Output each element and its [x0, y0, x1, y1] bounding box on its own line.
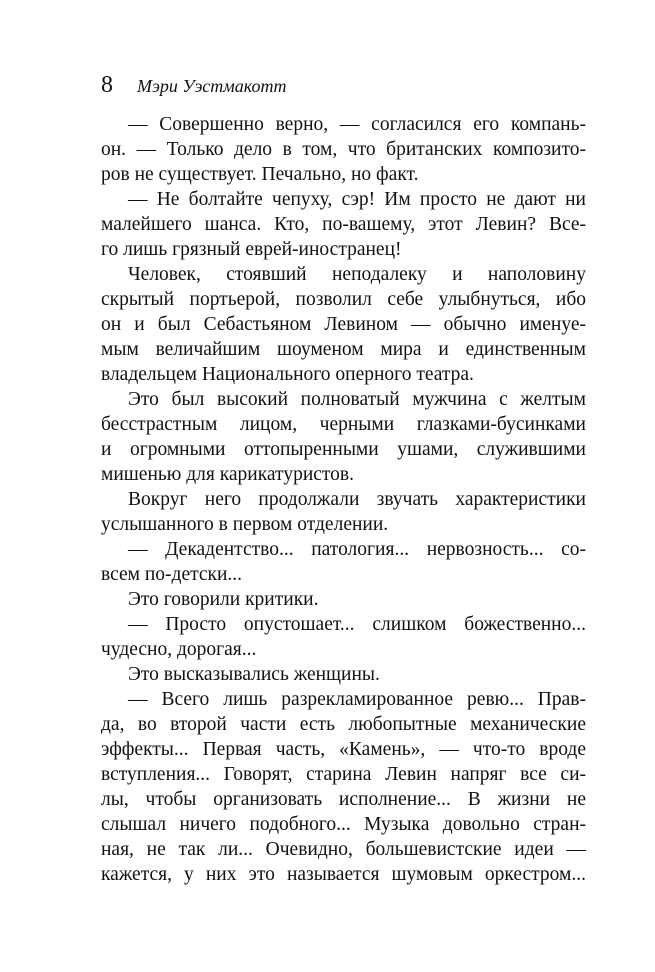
- text-line: ров не существует. Печально, но факт.: [101, 164, 419, 185]
- text-line: — Совершенно верно, — согласился его компань-: [128, 114, 586, 135]
- text-line: Это был высокий полноватый мужчина с желтым: [128, 389, 586, 410]
- text-line: лы, чтобы организовать исполнение... В жизни не: [101, 789, 586, 810]
- paragraph: [101, 112, 586, 187]
- text-line: всем по-детски...: [101, 564, 243, 585]
- text-line: он. — Только дело в том, что британских композито-: [101, 139, 586, 160]
- body-text: [101, 112, 586, 887]
- text-line: кажется, у них это называется шумовым оркестром...: [101, 864, 586, 885]
- paragraph: [101, 612, 586, 662]
- paragraph: [101, 262, 586, 387]
- text-line: Вокруг него продолжали звучать характеристики: [128, 489, 586, 510]
- text-line: он и был Себастьяном Левином — обычно именуе-: [101, 314, 586, 335]
- text-line: Это говорили критики.: [128, 589, 319, 610]
- paragraph: [101, 662, 586, 687]
- paragraph: [101, 587, 586, 612]
- text-line: — Всего лишь разрекламированное ревю... Прав-: [128, 689, 586, 710]
- page-number: 8: [101, 72, 113, 98]
- text-line: скрытый портьерой, позволил себе улыбнуться, ибо: [101, 289, 586, 310]
- text-line: — Декадентство... патология... нервозность... со-: [128, 539, 586, 560]
- running-title: Мэри Уэстмакотт: [137, 76, 287, 96]
- text-line: услышанного в первом отделении.: [101, 514, 389, 535]
- text-line: слышал ничего подобного... Музыка довольно стран-: [101, 814, 586, 835]
- text-line: мишенью для карикатуристов.: [101, 464, 355, 485]
- text-line: да, во второй части есть любопытные механические: [101, 714, 586, 735]
- text-line: бесстрастным лицом, черными глазками-бусинками: [101, 414, 586, 435]
- text-line: владельцем Национального оперного театра.: [101, 364, 474, 385]
- paragraph: [101, 687, 586, 887]
- paragraph: [101, 187, 586, 262]
- text-line: Это высказывались женщины.: [128, 664, 380, 685]
- text-line: и огромными оттопыренными ушами, служившими: [101, 439, 586, 460]
- paragraph: [101, 487, 586, 537]
- text-line: го лишь грязный еврей-иностранец!: [101, 239, 402, 260]
- text-line: вступления... Говорят, старина Левин напряг все си-: [101, 764, 586, 785]
- text-line: ная, не так ли... Очевидно, большевистские идеи —: [101, 839, 586, 860]
- page-header: [101, 70, 591, 102]
- paragraph: [101, 387, 586, 487]
- text-line: Человек, стоявший неподалеку и наполовину: [128, 264, 586, 285]
- text-line: — Не болтайте чепуху, сэр! Им просто не дают ни: [128, 189, 586, 210]
- text-line: чудесно, дорогая...: [101, 639, 257, 660]
- paragraph: [101, 537, 586, 587]
- text-line: — Просто опустошает... слишком божественно...: [128, 614, 586, 635]
- text-line: малейшего шанса. Кто, по-вашему, этот Левин? Все-: [101, 214, 586, 235]
- text-line: эффекты... Первая часть, «Камень», — что-то вроде: [101, 739, 586, 760]
- text-line: мым величайшим шоуменом мира и единственным: [101, 339, 586, 360]
